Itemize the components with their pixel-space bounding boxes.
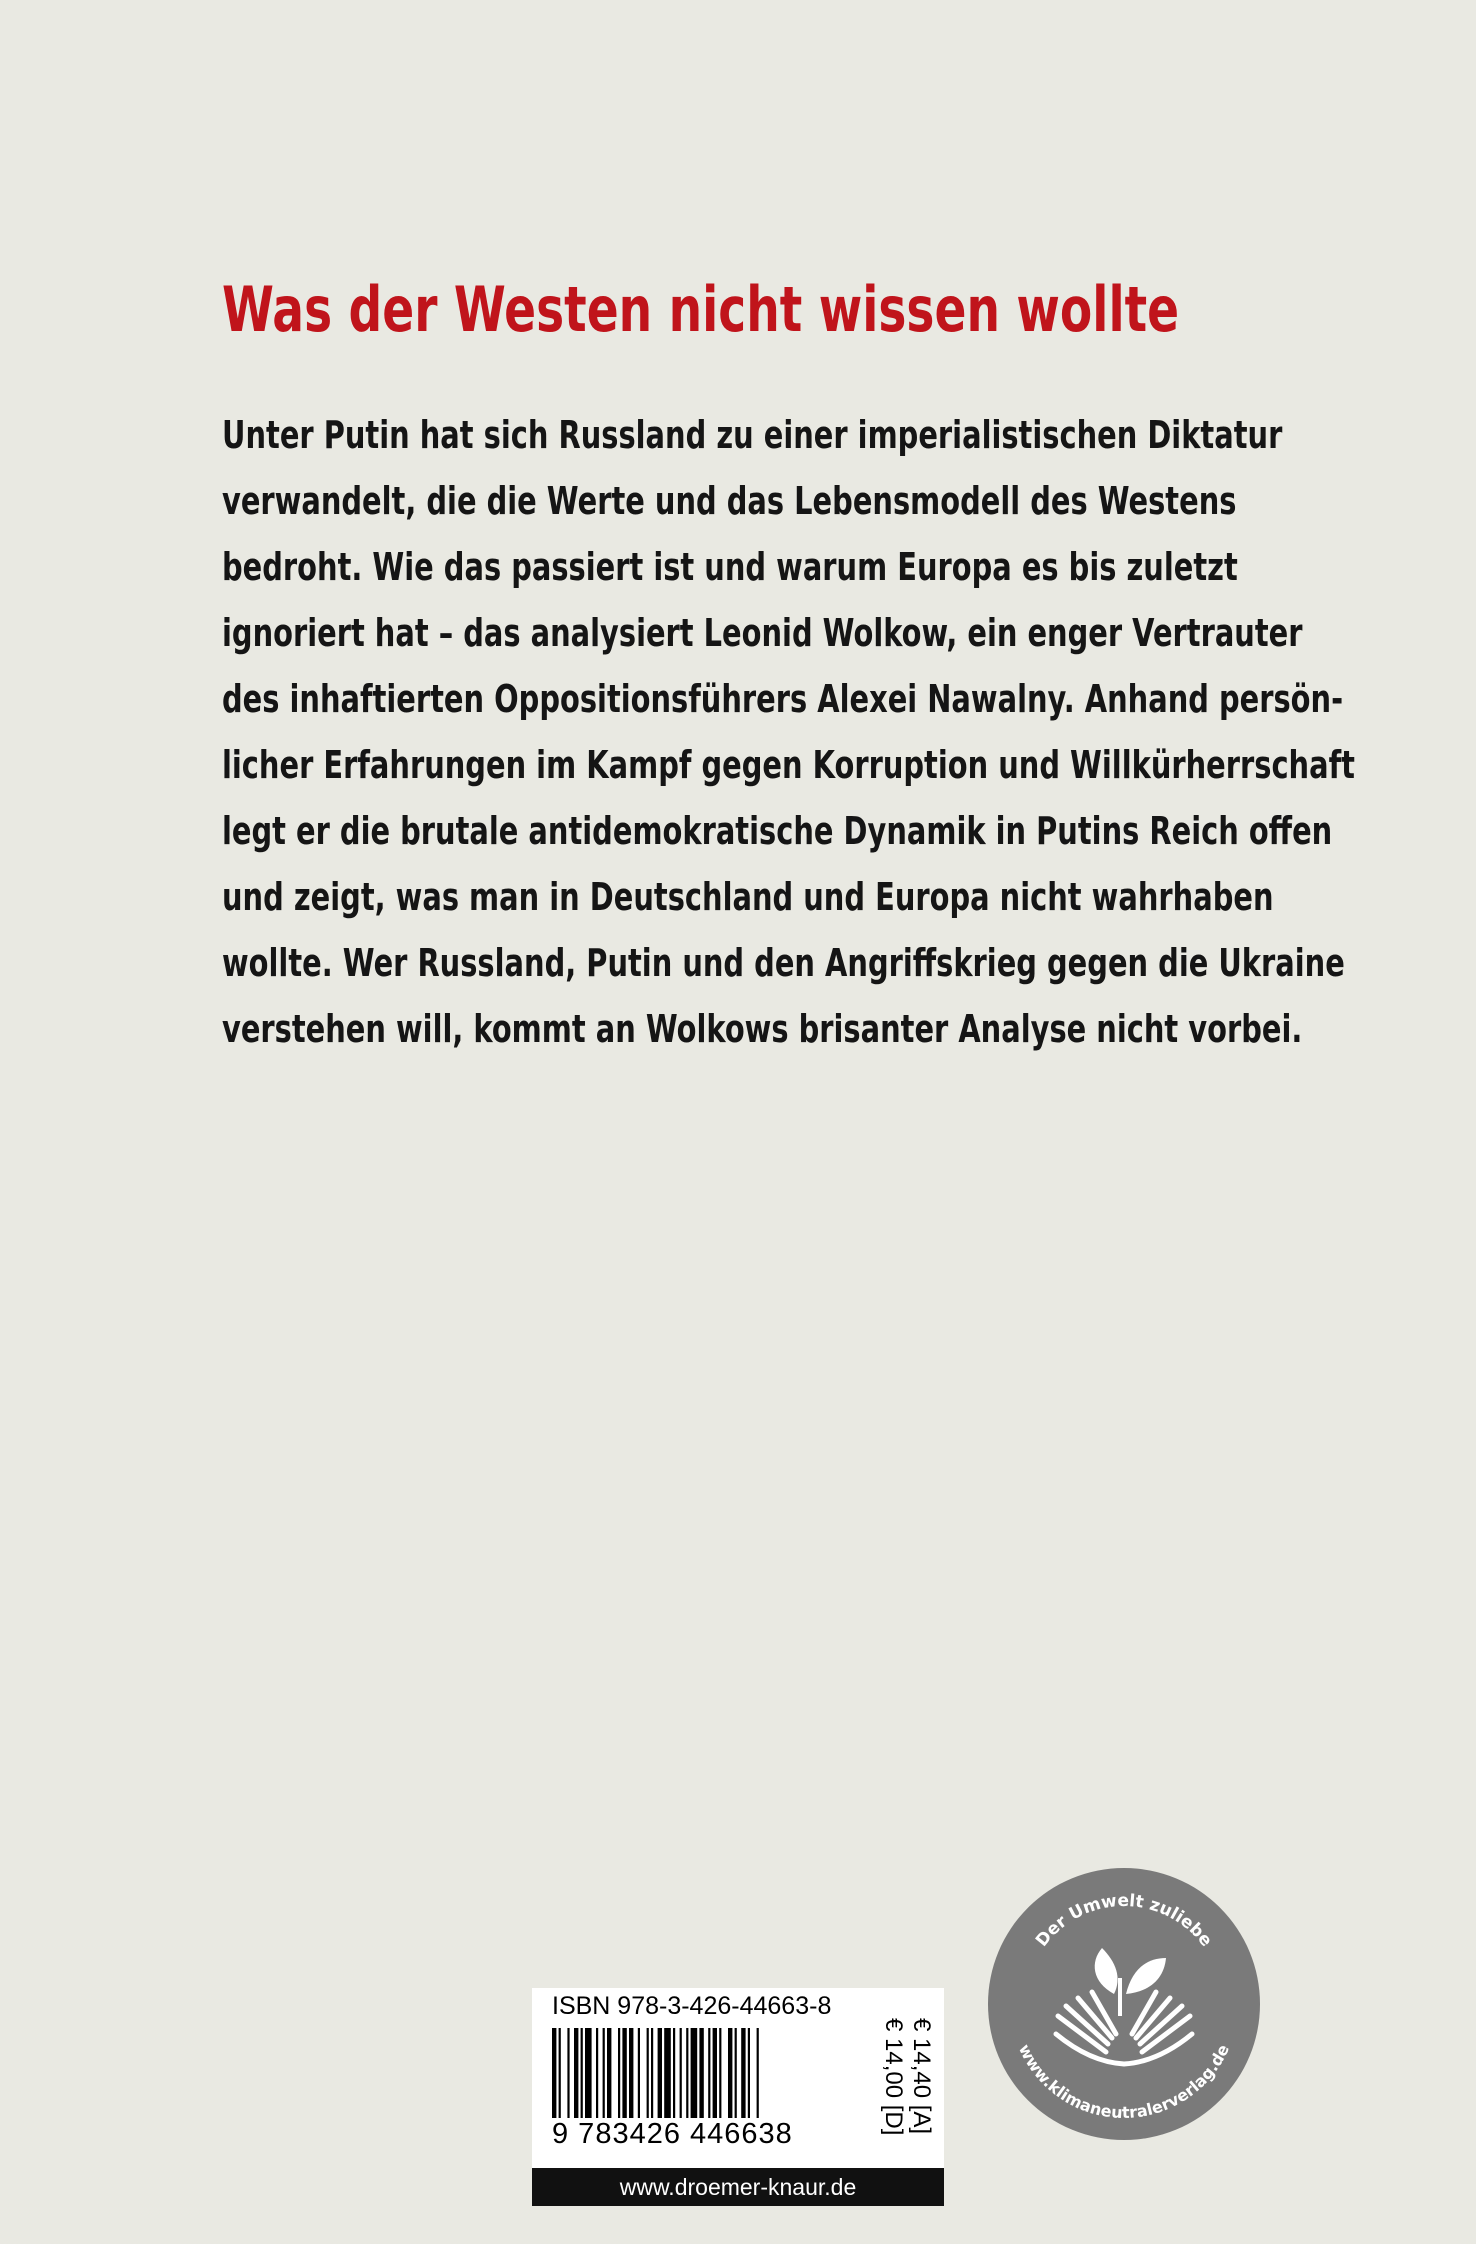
blurb-line: verwandelt, die die Werte und das Lebensmodell des Westens xyxy=(222,479,1237,523)
blurb-line: ignoriert hat – das analysiert Leonid Wolkow, ein enger Vertrauter xyxy=(222,611,1303,655)
barcode-bar xyxy=(629,2028,633,2118)
blurb-text xyxy=(222,402,1355,1062)
blurb-line: und zeigt, was man in Deutschland und Europa nicht wahrhaben xyxy=(222,875,1274,919)
blurb-line: licher Erfahrungen im Kampf gegen Korruption und Willkürherrschaft xyxy=(222,743,1355,787)
publisher-website: www.droemer-knaur.de xyxy=(532,2168,944,2206)
barcode-bar xyxy=(607,2028,611,2118)
barcode-bar xyxy=(585,2028,592,2118)
barcode-bar xyxy=(622,2028,626,2118)
barcode-bar xyxy=(603,2028,605,2118)
barcode-bar xyxy=(638,2028,640,2118)
barcode-bar xyxy=(741,2028,745,2118)
price-austria: € 14,40 [A] xyxy=(908,2018,935,2135)
barcode-bar xyxy=(581,2028,583,2118)
blurb-line: des inhaftierten Oppositionsführers Alexei Nawalny. Anhand persön- xyxy=(222,677,1344,721)
barcode-bar xyxy=(708,2028,710,2118)
barcode-bar xyxy=(757,2028,759,2118)
barcode-bar xyxy=(719,2028,721,2118)
price-germany: € 14,00 [D] xyxy=(880,2018,907,2136)
blurb-line: legt er die brutale antidemokratische Dynamik in Putins Reich offen xyxy=(222,809,1333,853)
isbn-text: ISBN 978-3-426-44663-8 xyxy=(552,1992,832,2020)
badge-top-text: Der Umwelt zuliebe xyxy=(1031,1890,1217,1951)
barcode-bar xyxy=(735,2028,737,2118)
blurb-line: verstehen will, kommt an Wolkows brisanter Analyse nicht vorbei. xyxy=(222,1007,1303,1051)
barcode-bar xyxy=(728,2028,732,2118)
barcode-bar xyxy=(596,2028,598,2118)
ean-digits: 9 783426 446638 xyxy=(552,2118,793,2150)
badge-bottom-text: www.klimaneutralerverlag.de xyxy=(1014,2041,1234,2123)
barcode-bar xyxy=(748,2028,750,2118)
barcode-bar xyxy=(567,2028,569,2118)
barcode-bars xyxy=(552,2028,872,2118)
barcode-bar xyxy=(651,2028,653,2118)
blurb-line: bedroht. Wie das passiert ist und warum Europa es bis zuletzt xyxy=(222,545,1238,589)
barcode-bar xyxy=(673,2028,675,2118)
barcode-label xyxy=(532,1988,944,2168)
barcode-bar xyxy=(658,2028,662,2118)
barcode-bar xyxy=(618,2028,620,2118)
barcode-bar xyxy=(699,2028,703,2118)
barcode-bar xyxy=(559,2028,561,2118)
barcode-bar xyxy=(686,2028,688,2118)
barcode-bar xyxy=(647,2028,649,2118)
headline: Was der Westen nicht wissen wollte xyxy=(222,273,1180,346)
barcode-bar xyxy=(552,2028,556,2118)
blurb-line: Unter Putin hat sich Russland zu einer imperialistischen Diktatur xyxy=(222,413,1283,457)
barcode-bar xyxy=(691,2028,698,2118)
barcode-bar xyxy=(574,2028,578,2118)
blurb-line: wollte. Wer Russland, Putin und den Angriffskrieg gegen die Ukraine xyxy=(222,941,1345,985)
barcode-bar xyxy=(713,2028,717,2118)
barcode-bar xyxy=(664,2028,671,2118)
climate-neutral-badge xyxy=(986,1866,1262,2142)
barcode-bar xyxy=(680,2028,682,2118)
